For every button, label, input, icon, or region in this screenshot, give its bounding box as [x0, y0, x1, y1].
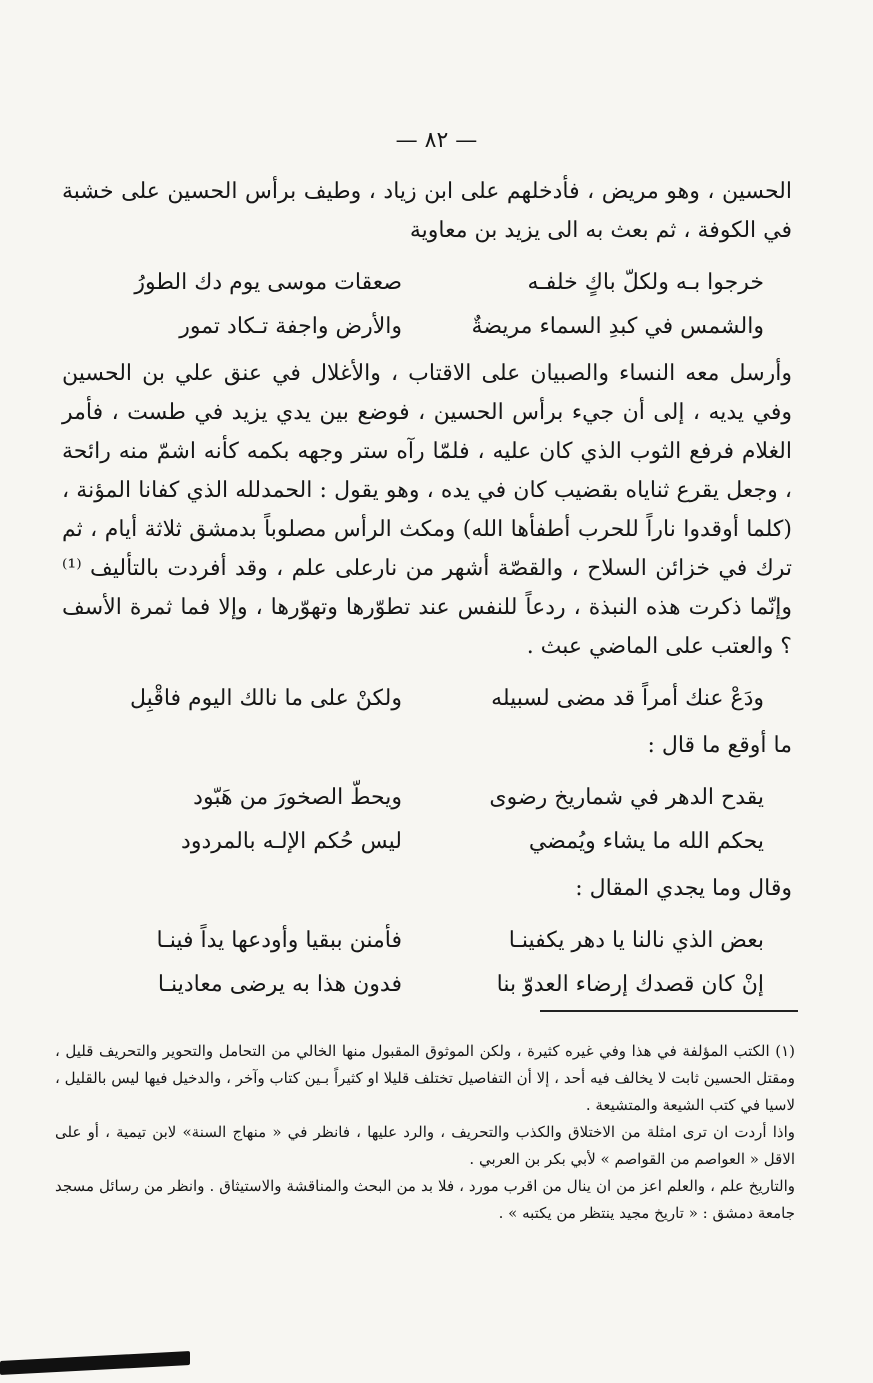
footnotes	[55, 1038, 795, 1227]
verse-block-1	[62, 260, 792, 348]
verse-line	[62, 304, 792, 348]
verse-block-4	[62, 918, 792, 1006]
verse-first-hemistich: خرجوا بـه ولكلّ باكٍ خلفـه	[527, 269, 764, 295]
verse-first-hemistich: والشمس في كبدِ السماء مريضةٌ	[471, 313, 764, 339]
verse-line	[62, 260, 792, 304]
verse-second-hemistich: ليس حُكم الإلـه بالمردود	[181, 828, 402, 854]
footnote-2: واذا أردت ان ترى امثلة من الاختلاق والكذب والتحريف ، والرد عليها ، فانظر في « منهاج السنة» لابن تيمية ، أو على الاقل « العواصم من القواصم » لأبي بكر بن العربي .	[55, 1123, 795, 1168]
verse-first-hemistich: ودَعْ عنك أمراً قد مضى لسبيله	[491, 685, 764, 711]
verse-second-hemistich: ولكنْ على ما نالك اليوم فاقْبِل	[130, 685, 402, 711]
footnote-divider	[540, 1010, 798, 1012]
verse-line	[62, 676, 792, 720]
verse-first-hemistich: يقدح الدهر في شماريخ رضوى	[489, 784, 764, 810]
scan-edge-mark	[0, 1351, 190, 1375]
paragraph-1: الحسين ، وهو مريض ، فأدخلهم على ابن زياد ، وطيف برأس الحسين على خشبة في الكوفة ، ثم بعث به الى يزيد بن معاوية	[62, 179, 792, 243]
verse-first-hemistich: بعض الذي نالنا يا دهر يكفينـا	[508, 927, 764, 953]
verse-line	[62, 775, 792, 819]
footnote-3: والتاريخ علم ، والعلم اعز من ان ينال من اقرب مورد ، فلا بد من البحث والمناقشة والاستيثاق . وانظر من رسائل مسجد جامعة دمشق : « تاريخ مجيد ينتظر من يكتبه » .	[55, 1177, 795, 1222]
verse-second-hemistich: والأرض واجفة تـكاد تمور	[179, 313, 402, 339]
verse-block-3	[62, 775, 792, 863]
verse-line	[62, 819, 792, 863]
verse-second-hemistich: فأمنن ببقيا وأودعها يداً فينـا	[156, 927, 402, 953]
verse-second-hemistich: صعقات موسى يوم دك الطورُ	[134, 269, 402, 295]
verse-first-hemistich: إنْ كان قصدك إرضاء العدوّ بنا	[496, 971, 764, 997]
verse-first-hemistich: يحكم الله ما يشاء ويُمضي	[528, 828, 764, 854]
main-text	[62, 172, 792, 1012]
paragraph-2: وأرسل معه النساء والصبيان على الاقتاب ، والأغلال في عنق علي بن الحسين وفي يديه ، إلى أن جيء برأس الحسين ، فوضع بين يدي يزيد في طست ، فأمر الغلام فرفع الثوب الذي كان عليه ، فلمّا رآه ستر وجهه بكمه كأنه اشمّ منه رائحة ، وجعل يقرع ثناياه بقضيب كان في يده ، وهو يقول : الحمدلله الذي كفانا المؤنة ، (كلما أوقدوا ناراً للحرب أطفأها الله) ومكث الرأس مصلوباً بدمشق ثلاثة أيام ، ثم ترك في خزائن السلاح ، والقصّة أشهر من نارعلى علم ، وقد أفردت بالتأليف ⁽¹⁾ وإنّما ذكرت هذه النبذة ، ردعاً للنفس عند تطوّرها وتهوّرها ، وإلا فما ثمرة الأسف ؟ والعتب على الماضي عبث .	[62, 361, 792, 659]
verse-block-2	[62, 676, 792, 720]
verse-line	[62, 918, 792, 962]
verse-second-hemistich: فدون هذا به يرضى معادينـا	[157, 971, 402, 997]
verse-intro-3: ما أوقع ما قال :	[647, 733, 792, 758]
page-number: — ٨٢ —	[395, 128, 478, 153]
footnote-1: (١) الكتب المؤلفة في هذا وفي غيره كثيرة ، ولكن الموثوق المقبول منها الخالي من التحامل والتحوير والتحريف قليل ، ومقتل الحسين ثابت لا يخالف فيه أحد ، إلا أن التفاصيل تختلف قليلا او كثيراً بـين كتاب وآخر ، والدخيل فيها ليس بالقليل ، لاسيا في كتب الشيعة والمتشيعة .	[55, 1042, 795, 1114]
verse-intro-4: وقال وما يجدي المقال :	[575, 876, 792, 901]
verse-line	[62, 962, 792, 1006]
verse-second-hemistich: ويحطّ الصخورَ من هَبّود	[193, 784, 402, 810]
